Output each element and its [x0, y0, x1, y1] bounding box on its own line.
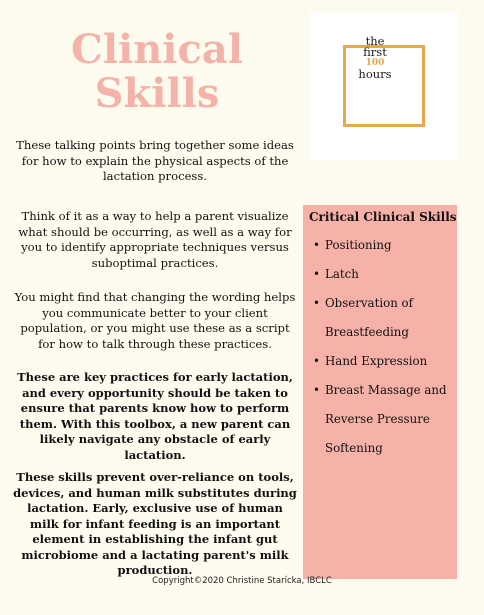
intro-paragraph: These talking points bring together some ideas for how to explain the physical aspects of the lactation process. — [16, 138, 294, 184]
key-practices-paragraph: These are key practices for early lactation, and every opportunity should be taken to ensure that parents know how to perform them. With this toolbox, a new parent can likely navigate any obstacle of early lactation. — [17, 370, 293, 462]
skill-item-hand-expression: • Hand Expression — [311, 347, 455, 376]
skills-list — [311, 231, 455, 463]
logo-line-1: the — [365, 34, 385, 48]
wording-paragraph: You might find that changing the wording helps you communicate better to your client population, or you might use these as a script for how to talk through these practices. — [14, 290, 296, 351]
visualize-paragraph: Think of it as a way to help a parent visualize what should be occurring, as well as a way for you to identify appropriate techniques versus suboptimal practices. — [18, 209, 292, 270]
copyright-notice: Copyright©2020 Christine Starícka, IBCLC — [152, 576, 332, 586]
skills-prevent-paragraph: These skills prevent over-reliance on tools, devices, and human milk substitutes during lactation. Early, exclusive use of human milk for infant feeding is an important element in establishing the infant gut microbiome and a lactating parent's milk production. — [13, 470, 297, 577]
critical-skills-sidebar — [303, 205, 457, 579]
logo-text — [354, 36, 396, 80]
skill-item-latch: • Latch — [311, 260, 455, 289]
page-title-line-2: Skills — [94, 70, 220, 117]
sidebar-title: Critical Clinical Skills — [309, 210, 457, 224]
page-title — [62, 28, 252, 116]
logo — [310, 12, 458, 160]
skill-item-positioning: • Positioning — [311, 231, 455, 260]
logo-line-3: 100 — [365, 58, 385, 68]
logo-line-4: hours — [358, 67, 392, 81]
skill-item-observation: • Observation of Breastfeeding — [311, 289, 455, 347]
page-title-line-1: Clinical — [71, 26, 243, 73]
logo-line-2: first — [363, 45, 387, 59]
skill-item-breast-massage: • Breast Massage and Reverse Pressure Softening — [311, 376, 455, 463]
